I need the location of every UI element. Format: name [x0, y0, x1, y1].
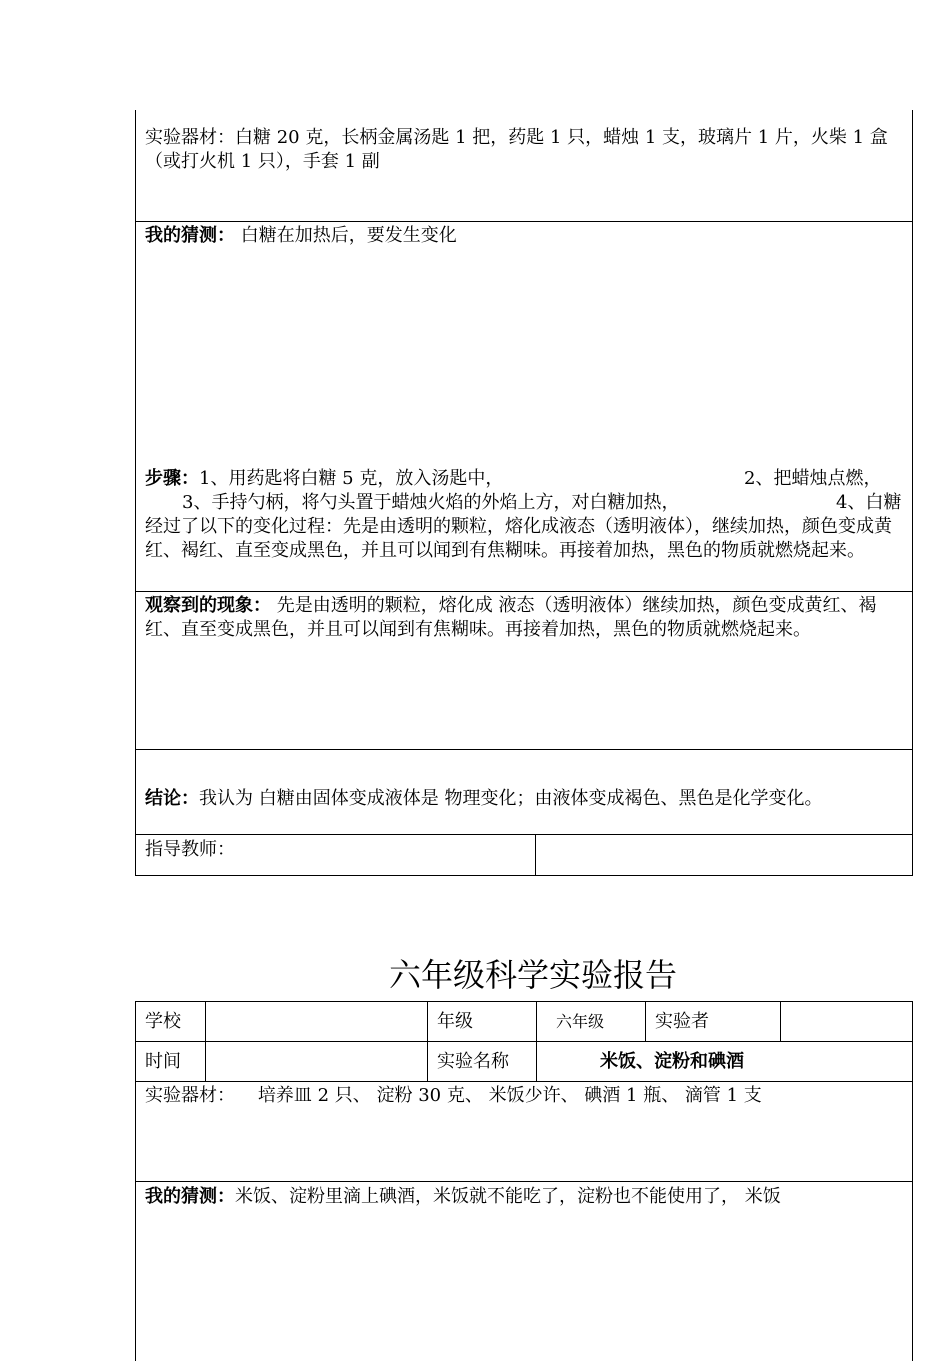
conclusion-section [145, 787, 907, 811]
steps-label: 步骤： [145, 468, 199, 489]
step-3: 3、手持勺柄，将勺头置于蜡烛火焰的外焰上方，对白糖加热， [182, 492, 680, 513]
divider [535, 834, 536, 875]
guess-text: 白糖在加热后，要发生变化 [240, 225, 457, 246]
report2-materials-section [145, 1084, 905, 1108]
step-2: 2、把蜡烛点燃， [744, 468, 882, 489]
grade-label: 年级 [437, 1011, 473, 1032]
report2-title: 六年级科学实验报告 [388, 956, 677, 994]
guess-label: 我的猜测： [145, 225, 235, 246]
materials-label: 实验器材： [145, 127, 235, 148]
observation-label: 观察到的现象： [145, 595, 271, 616]
report2-guess-label: 我的猜测： [145, 1186, 235, 1207]
divider [135, 1081, 913, 1082]
experimenter-label: 实验者 [655, 1011, 709, 1032]
conclusion-label: 结论： [145, 788, 199, 809]
report2-materials-text: 培养皿 2 只、 淀粉 30 克、 米饭少许、 碘酒 1 瓶、 滴管 1 支 [257, 1085, 762, 1106]
experiment-name-value: 米饭、淀粉和碘酒 [600, 1051, 744, 1072]
guess-section [145, 224, 905, 248]
report2-materials-label: 实验器材： [145, 1085, 235, 1106]
divider [135, 1181, 913, 1182]
observation-text: 先是由透明的颗粒，熔化成 液态（透明液体）继续加热，颜色变成黄红、褐红、直至变成黑色，并且可以闻到有焦糊味。再接着加热，黑色的物质就燃烧起来。 [145, 595, 877, 640]
report2-guess-text: 米饭、淀粉里滴上碘酒，米饭就不能吃了，淀粉也不能使用了， 米饭 [235, 1186, 781, 1207]
report2-guess-section [145, 1185, 907, 1209]
experiment-name-label: 实验名称 [437, 1051, 509, 1072]
divider [205, 1001, 206, 1081]
divider [135, 834, 913, 835]
divider [135, 591, 913, 592]
conclusion-text: 我认为 白糖由固体变成液体是 物理变化；由液体变成褐色、黑色是化学变化。 [199, 788, 823, 809]
divider [536, 1001, 537, 1081]
divider [645, 1001, 646, 1041]
grade-value: 六年级 [556, 1012, 605, 1031]
time-label: 时间 [145, 1051, 181, 1072]
step-4-rest: 经过了以下的变化过程：先是由透明的颗粒，熔化成液态（透明液体），继续加热，颜色变成黄红、褐红、直至变成黑色，并且可以闻到有焦糊味。再接着加热，黑色的物质就燃烧起来。 [145, 516, 892, 561]
divider [780, 1001, 781, 1041]
divider [135, 221, 913, 222]
materials-section [145, 126, 905, 174]
teacher-label: 指导教师： [145, 839, 235, 860]
step-4-head: 4、白糖 [836, 492, 902, 513]
observation-section [145, 594, 907, 642]
materials-text: 白糖 20 克，长柄金属汤匙 1 把，药匙 1 只，蜡烛 1 支，玻璃片 1 片，火柴 1 盒（或打火机 1 只），手套 1 副 [145, 127, 888, 172]
school-label: 学校 [145, 1011, 181, 1032]
divider [135, 749, 913, 750]
divider [427, 1001, 428, 1081]
step-1: 1、用药匙将白糖 5 克，放入汤匙中， [199, 468, 504, 489]
divider [135, 1041, 913, 1042]
